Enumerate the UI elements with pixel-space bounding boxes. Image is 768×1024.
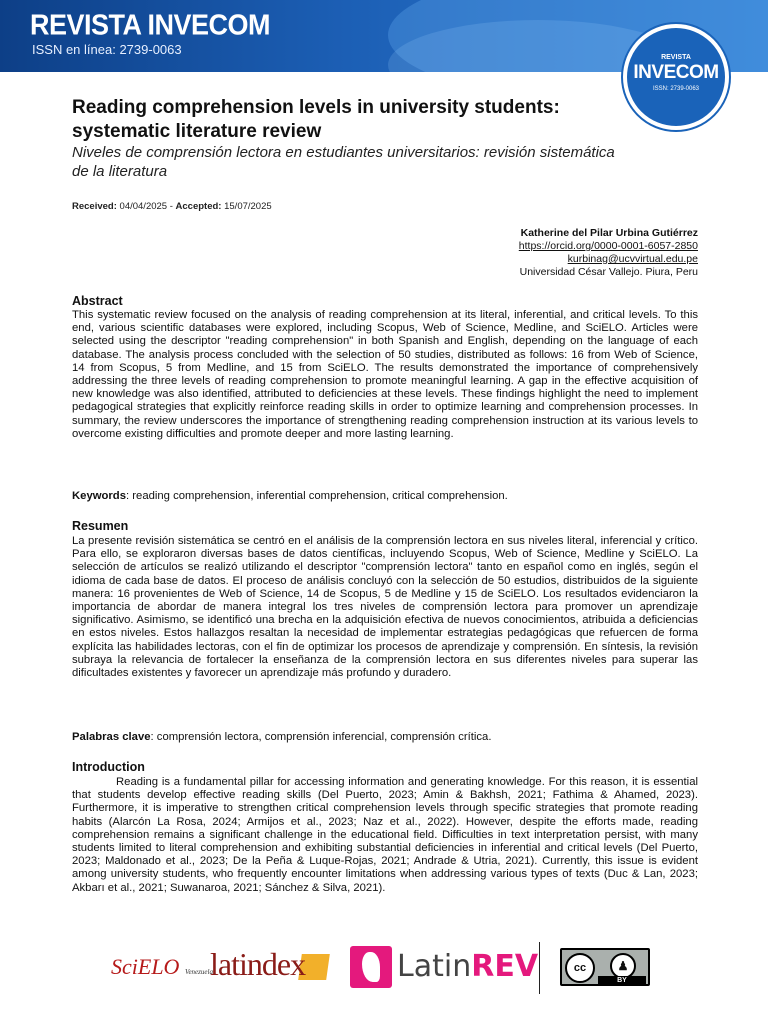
author-name: Katherine del Pilar Urbina Gutiérrez (520, 227, 698, 239)
latinrev-logo (397, 949, 538, 984)
seal-main-text: INVECOM (633, 62, 719, 83)
scielo-text: SciELO (111, 954, 180, 979)
logo-divider (539, 942, 540, 994)
palabras-clave-values: : comprensión lectora, comprensión inferencial, comprensión crítica. (150, 731, 492, 743)
keywords-label: Keywords (72, 490, 126, 502)
latindex-logo: latindex (210, 946, 306, 982)
latinrev-text-a: Latin (397, 949, 472, 984)
latinrev-text-b: REV (471, 949, 539, 984)
received-date: 04/04/2025 (119, 201, 168, 212)
accepted-label: Accepted: (175, 201, 222, 212)
scielo-logo (111, 954, 213, 980)
accepted-date: 15/07/2025 (224, 201, 272, 212)
journal-seal-logo (623, 24, 729, 130)
latin-america-map-icon (362, 952, 380, 982)
author-affiliation: Universidad César Vallejo. Piura, Peru (519, 266, 698, 278)
abstract-heading: Abstract (72, 294, 123, 308)
latinrev-map-icon (350, 946, 392, 988)
article-dates: Received: 04/04/2025 - Accepted: 15/07/2025 (72, 201, 272, 212)
introduction-paragraph: Reading is a fundamental pillar for accessing information and generating knowledge. For this reason, it is essential that students develop effective reading skills (Del Puerto, 2023; Amin & Bakhsh, 2021; Fathima & Ahamed, 2023). Furthermore, it is imperative to strengthen critical comprehension levels through specific strategies that promote reading habits (Alarcón La Rosa, 2024; Armijos et al., 2023; Naz et al., 2022). However, despite the efforts made, reading comprehension remains a significant challenge in the educational field. Difficulties in text interpretation persist, with many students limited to literal comprehension and exhibiting substantial deficiencies in inferential and critical levels (Del Puerto, 2023; Maldonado et al., 2023; De la Peña & Luque-Rojas, 2021; Andrade & Utria, 2021). Currently, this issue is evident among university students, who frequently encounter limitations when addressing various types of texts (Duc & Lan, 2023; Akbarı et al., 2021; Suwanaroa, 2021; Sánchez & Silva, 2021). (72, 776, 698, 894)
journal-name: REVISTA INVECOM (30, 9, 271, 41)
journal-issn: ISSN en línea: 2739-0063 (32, 42, 182, 57)
keywords-values: : reading comprehension, inferential comprehension, critical comprehension. (126, 490, 508, 502)
author-email-link[interactable]: kurbinag@ucvvirtual.edu.pe (567, 253, 698, 265)
introduction-heading: Introduction (72, 760, 145, 774)
introduction-text (72, 776, 698, 895)
attribution-person-icon: ♟ (610, 953, 636, 979)
resumen-text (72, 535, 698, 680)
received-label: Received: (72, 201, 117, 212)
cc-by-label: BY (598, 976, 646, 986)
author-block (519, 227, 698, 279)
cc-icon: cc (565, 953, 595, 983)
abstract-text (72, 309, 698, 441)
seal-top-text: REVISTA (661, 54, 691, 61)
palabras-clave-label: Palabras clave (72, 731, 151, 743)
author-orcid-link[interactable]: https://orcid.org/0000-0001-6057-2850 (518, 240, 698, 252)
abstract-paragraph: This systematic review focused on the analysis of reading comprehension at its literal, inferential, and critical levels. To this end, various scientific databases were explored, including Scopus, Web of Science, Medline, and SciELO. Articles were selected using the descriptor "reading comprehension" in both Spanish and English, depending on the language of each database. The analysis process concluded with the selection of 50 studies, distributed as follows: 16 from Web of Science, 14 from Scopus, 5 from Medline, and 15 from SciELO. The results demonstrated the importance of comprehensively addressing the three levels of reading comprehension to promote meaningful learning. A gap in the effective acquisition of new knowledge was also identified, attributed to deficiencies at these levels. These findings highlight the need to implement pedagogical strategies that explicitly reinforce reading skills in order to optimize learning and comprehension processes. In summary, the review underscores the importance of strengthening reading comprehension instruction at its various levels to overcome existing difficulties and promote deeper and more lasting learning. (72, 309, 698, 440)
resumen-paragraph: La presente revisión sistemática se centró en el análisis de la comprensión lectora en sus niveles literal, inferencial y crítico. Para ello, se exploraron diversas bases de datos científicas, incluyendo Scopus, Web of Science, Medline y SciELO. La selección de artículos se realizó utilizando el descriptor "comprensión lectora" tanto en español como en inglés, según el idioma de cada base de datos. El proceso de análisis concluyó con la selección de 50 estudios, distribuidos de la siguiente manera: 16 provenientes de Web of Science, 14 de Scopus, 5 de Medline y 15 de SciELO. Los resultados evidenciaron la importancia de abordar de manera integral los tres niveles de comprensión lectora para promover un aprendizaje significativo. Asimismo, se identificó una brecha en la adquisición efectiva de nuevos conocimientos, atribuida a deficiencias en estos niveles. Estos hallazgos resaltan la necesidad de implementar estrategias pedagógicas que refuercen de forma explícita las habilidades lectoras, con el fin de optimizar los procesos de aprendizaje y comprensión. En síntesis, la revisión subraya la relevancia de fortalecer la enseñanza de la comprensión lectora en sus diferentes niveles para superar las dificultades existentes y favorecer un aprendizaje más profundo y duradero. (72, 535, 698, 680)
resumen-heading: Resumen (72, 519, 129, 533)
seal-bottom-text: ISSN: 2739-0063 (652, 86, 700, 92)
indexing-logos (0, 940, 768, 1000)
article-title: Reading comprehension levels in university students: systematic literature review (72, 97, 560, 142)
resumen-keywords (72, 731, 698, 743)
cc-by-license-badge (560, 948, 650, 986)
article-subtitle: Niveles de comprensión lectora en estudiantes universitarios: revisión sistemática de la literatura (72, 144, 615, 180)
abstract-keywords (72, 490, 698, 502)
scielo-country: Venezuela (184, 968, 213, 976)
